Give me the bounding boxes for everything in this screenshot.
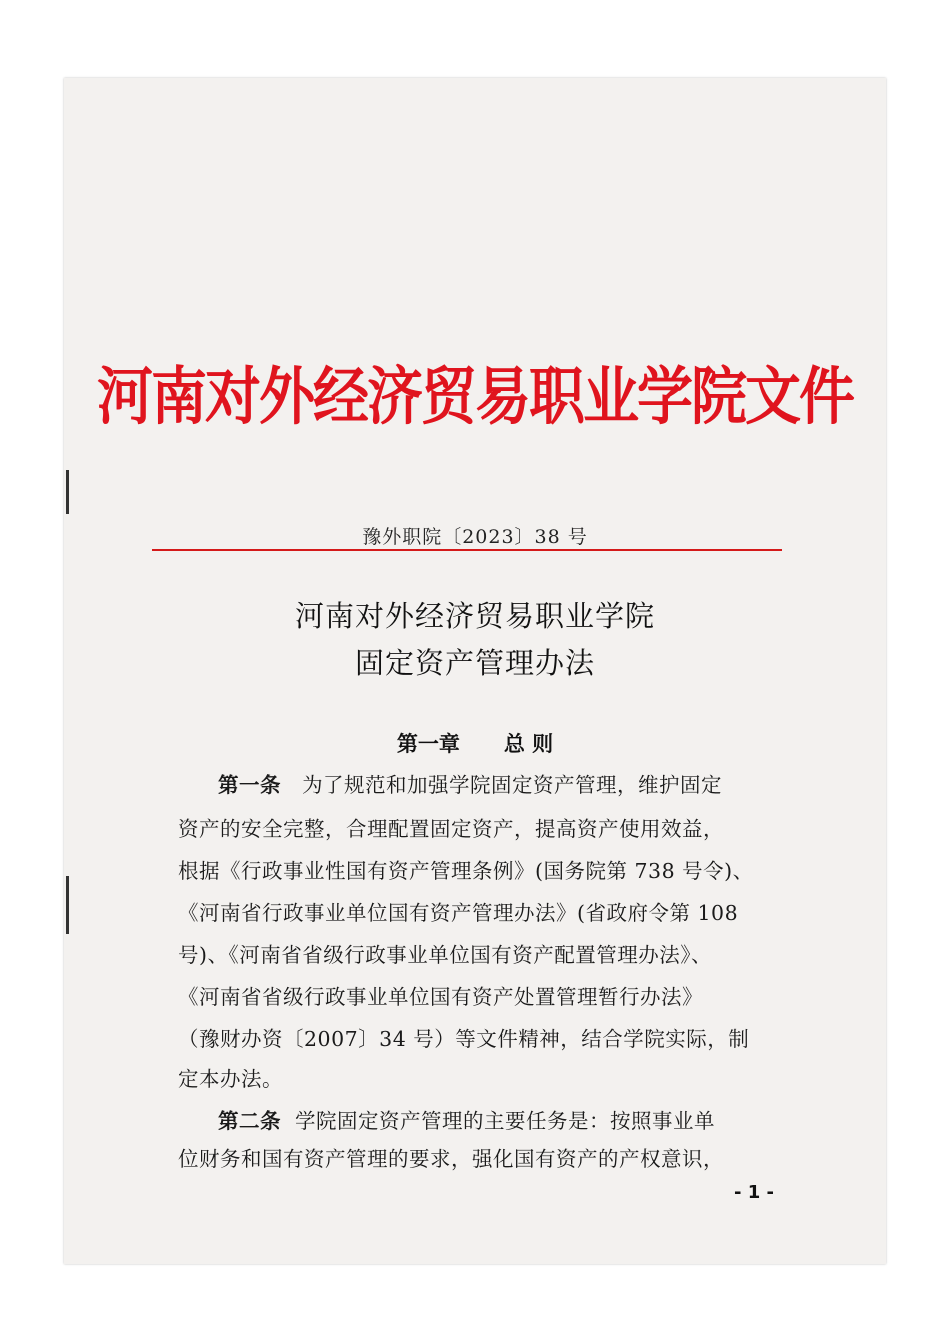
document-number: 豫外职院〔2023〕38 号 <box>362 526 588 548</box>
article-1-line-6: 《河南省省级行政事业单位国有资产处置管理暂行办法》 <box>178 985 703 1009</box>
chapter-label: 第一章 <box>396 732 460 756</box>
article-1-line-1 <box>218 768 818 798</box>
page-number: - 1 - <box>734 1182 774 1203</box>
document-title-line-1: 河南对外经济贸易职业学院 <box>294 599 655 633</box>
article-1-line-4: 《河南省行政事业单位国有资产管理办法》(省政府令第 108 <box>178 901 739 925</box>
article-2-line-1 <box>218 1104 818 1134</box>
article-1-label: 第一条 <box>218 773 281 797</box>
article-1-text-1: 为了规范和加强学院固定资产管理，维护固定 <box>302 773 723 797</box>
article-1-line-2: 资产的安全完整，合理配置固定资产，提高资产使用效益， <box>178 817 724 841</box>
article-2-label: 第二条 <box>218 1109 281 1133</box>
document-title-line-2: 固定资产管理办法 <box>354 646 595 680</box>
article-2-text-1: 学院固定资产管理的主要任务是：按照事业单 <box>295 1109 716 1133</box>
article-1-line-8: 定本办法。 <box>178 1067 283 1091</box>
article-1-line-3: 根据《行政事业性国有资产管理条例》(国务院第 738 号令)、 <box>178 859 754 883</box>
binding-mark-bottom <box>66 876 69 934</box>
article-1-line-5: 号)、《河南省省级行政事业单位国有资产配置管理办法》、 <box>178 943 712 967</box>
binding-mark-top <box>66 470 69 514</box>
article-2-line-2: 位财务和国有资产管理的要求，强化国有资产的产权意识， <box>178 1147 724 1171</box>
chapter-heading <box>0 728 950 758</box>
article-1-line-7: （豫财办资〔2007〕34 号）等文件精神，结合学院实际，制 <box>178 1027 750 1051</box>
issuer-header-title: 河南对外经济贸易职业学院文件 <box>97 360 853 434</box>
chapter-name: 总 则 <box>503 732 554 756</box>
red-divider-line <box>152 549 782 551</box>
